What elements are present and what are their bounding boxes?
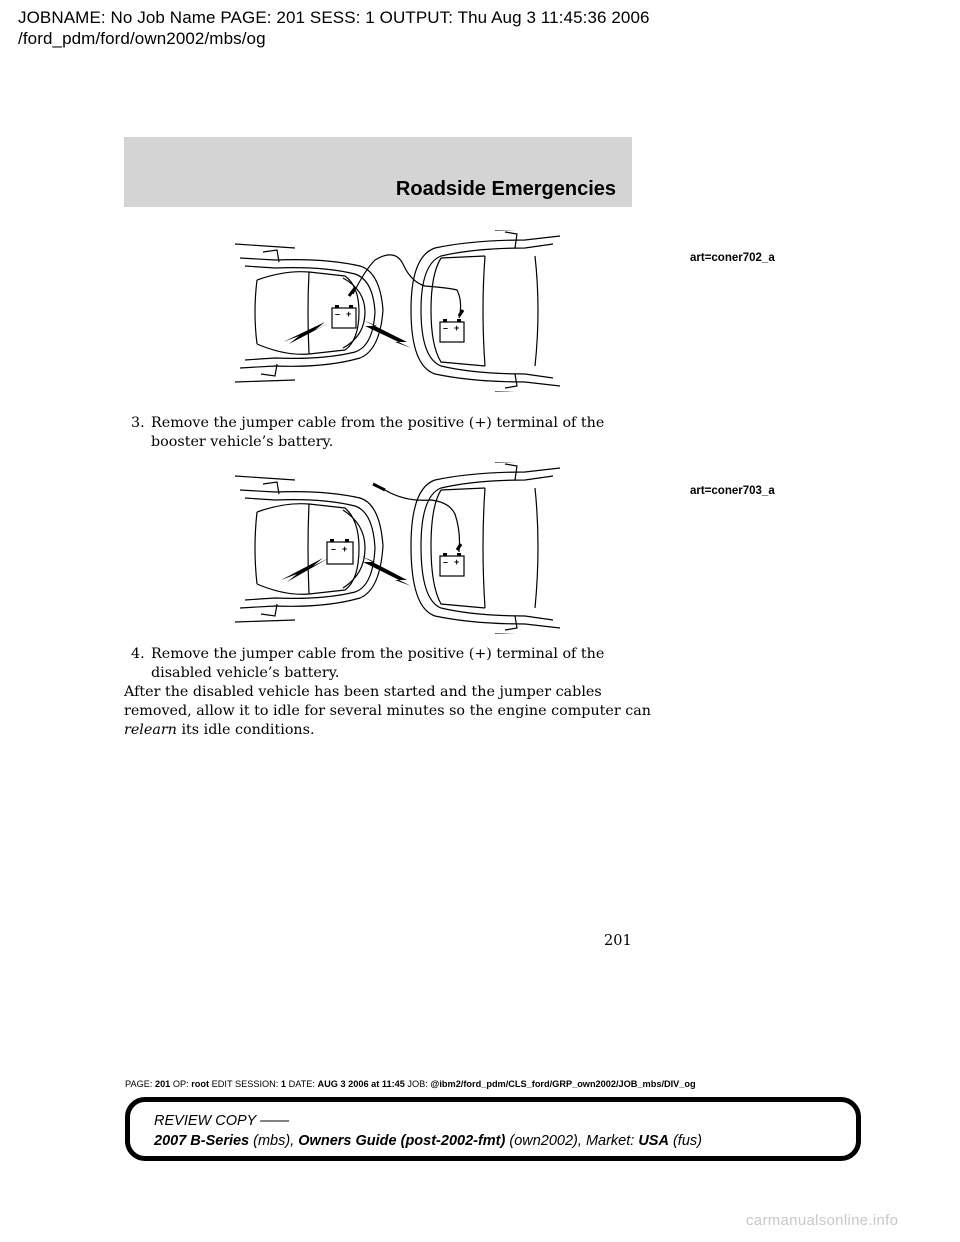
step-text-line-2: disabled vehicle’s battery. — [151, 665, 340, 681]
review-guide: Owners Guide (post-2002-fmt) — [298, 1133, 506, 1149]
review-model: 2007 B-Series — [154, 1133, 250, 1149]
footer-metadata — [125, 1079, 696, 1089]
battery-minus-label: – — [443, 557, 449, 567]
footer-job-label: JOB: — [404, 1079, 431, 1089]
battery-plus-label: + — [454, 557, 460, 567]
step-number: 4. — [131, 646, 145, 662]
step-number: 3. — [131, 415, 145, 431]
review-market-label: , Market: — [577, 1133, 639, 1149]
battery-minus-label: – — [331, 544, 337, 554]
paragraph-line-1: After the disabled vehicle has been started and the jumper cables — [124, 684, 602, 700]
section-header — [124, 137, 632, 207]
footer-date-label: DATE: — [286, 1079, 318, 1089]
battery-plus-label: + — [346, 309, 352, 319]
battery-plus-label: + — [342, 544, 348, 554]
footer-session-label: EDIT SESSION: — [209, 1079, 281, 1089]
battery-plus-label: + — [454, 323, 460, 333]
review-separator: , — [290, 1133, 299, 1149]
review-market: USA — [638, 1133, 669, 1149]
paragraph-line-2: removed, allow it to idle for several minutes so the engine computer can — [124, 703, 651, 719]
battery-minus-label: – — [443, 323, 449, 333]
footer-page-value: 201 — [154, 1079, 171, 1089]
job-header-path: /ford_pdm/ford/own2002/mbs/og — [18, 29, 266, 48]
review-model-code: (mbs) — [249, 1133, 291, 1149]
review-copy-label: REVIEW COPY —— — [154, 1113, 290, 1129]
page-number: 201 — [604, 933, 632, 949]
footer-job-value: @ibm2/ford_pdm/CLS_ford/GRP_own2002/JOB_mbs/DIV_og — [430, 1079, 696, 1089]
section-title: Roadside Emergencies — [395, 178, 616, 200]
watermark: carmanualsonline.info — [746, 1212, 899, 1229]
footer-session-value: 1 — [280, 1079, 287, 1089]
step-text-line-1: Remove the jumper cable from the positive (+) terminal of the — [151, 415, 605, 431]
footer-date-value: AUG 3 2006 at 11:45 — [317, 1079, 405, 1089]
paragraph-line-3 — [124, 721, 315, 740]
step-text-line-1: Remove the jumper cable from the positive (+) terminal of the — [151, 646, 605, 662]
step-text-line-2: booster vehicle’s battery. — [151, 434, 334, 450]
figure-label-2: art=coner703_a — [690, 485, 775, 497]
review-copy-box — [125, 1097, 861, 1161]
figure-label-1: art=coner702_a — [690, 252, 775, 264]
footer-op-label: OP: — [170, 1079, 192, 1089]
paragraph-line-3-rest: its idle conditions. — [176, 722, 315, 738]
battery-minus-label: – — [335, 309, 341, 319]
job-header-line-1: JOBNAME: No Job Name PAGE: 201 SESS: 1 OUTPUT: Thu Aug 3 11:45:36 2006 — [18, 8, 650, 27]
review-guide-code: (own2002) — [505, 1133, 578, 1149]
relearn-term: relearn — [124, 722, 177, 738]
jump-start-diagram-1 — [235, 230, 565, 392]
jump-start-diagram-2 — [235, 462, 565, 634]
footer-page-label: PAGE: — [125, 1079, 155, 1089]
footer-op-value: root — [191, 1079, 210, 1089]
review-copy-details — [154, 1133, 702, 1149]
review-market-code: (fus) — [668, 1133, 702, 1149]
